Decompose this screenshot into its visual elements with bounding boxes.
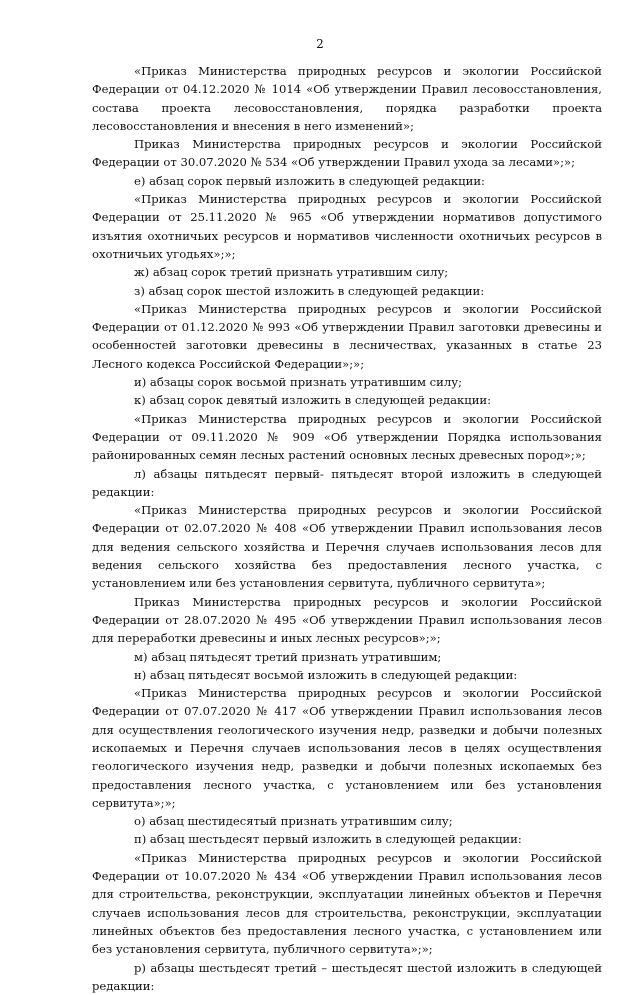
paragraph: «Приказ Министерства природных ресурсов и экологии Российской Федерации от 25.11.2020 № 965 «Об утверждении нормативов допустимого изъятия охотничьих ресурсов и нормативов численности охотничьих ресурсов в охотничьих угодьях»;»; (92, 192, 602, 261)
paragraph: е) абзац сорок первый изложить в следующей редакции: (134, 173, 485, 188)
paragraph: к) абзац сорок девятый изложить в следующей редакции: (134, 393, 492, 408)
paragraph: л) абзацы пятьдесят первый- пятьдесят второй изложить в следующей редакции: (92, 466, 602, 499)
document-body (92, 62, 602, 995)
page-number: 2 (316, 37, 324, 51)
paragraph: р) абзацы шестьдесят третий – шестьдесят шестой изложить в следующей редакции: (92, 960, 602, 993)
paragraph: п) абзац шестьдесят первый изложить в следующей редакции: (134, 832, 522, 847)
paragraph: и) абзацы сорок восьмой признать утратившим силу; (134, 375, 462, 390)
paragraph: «Приказ Министерства природных ресурсов и экологии Российской Федерации от 01.12.2020 № 993 «Об утверждении Правил заготовки древесины и особенностей заготовки древесины в лесничествах, указанных в статье 23 Лесного кодекса Российской Федерации»;»; (92, 301, 602, 371)
paragraph: Приказ Министерства природных ресурсов и экологии Российской Федерации от 30.07.2020 № 534 «Об утверждении Правил ухода за лесами»;»; (92, 137, 602, 170)
paragraph: «Приказ Министерства природных ресурсов и экологии Российской Федерации от 07.07.2020 № 417 «Об утверждении Правил использования лесов для осуществления геологического изучения недр, разведки и добычи полезных ископаемых и Перечня случаев использования лесов в целях осуществления геологического изучения недр, разведки и добычи полезных ископаемых без предоставления лесного участка, с установлением или без установления сервитута»;»; (92, 686, 602, 810)
paragraph: Приказ Министерства природных ресурсов и экологии Российской Федерации от 28.07.2020 № 495 «Об утверждении Правил использования лесов для переработки древесины и иных лесных ресурсов»;»; (92, 594, 602, 646)
paragraph: «Приказ Министерства природных ресурсов и экологии Российской Федерации от 02.07.2020 № 408 «Об утверждении Правил использования лесов для ведения сельского хозяйства и Перечня случаев использования лесов для ведения сельского хозяйства без предоставления лесного участка, с установлением или без установления сервитута, публичного сервитута»; (92, 503, 602, 591)
paragraph: «Приказ Министерства природных ресурсов и экологии Российской Федерации от 09.11.2020 № 909 «Об утверждении Порядка использования районированных семян лесных растений основных лесных древесных пород»;»; (92, 411, 602, 463)
paragraph: н) абзац пятьдесят восьмой изложить в следующей редакции: (134, 667, 518, 682)
paragraph: «Приказ Министерства природных ресурсов и экологии Российской Федерации от 04.12.2020 № 1014 «Об утверждении Правил лесовосстановления, состава проекта лесовосстановления, порядка разработки проекта лесовосстановления и внесения в него изменений»; (92, 64, 602, 133)
paragraph: з) абзац сорок шестой изложить в следующей редакции: (134, 283, 485, 298)
paragraph: о) абзац шестидесятый признать утратившим силу; (134, 814, 453, 829)
paragraph: ж) абзац сорок третий признать утратившим силу; (134, 265, 449, 280)
paragraph: «Приказ Министерства природных ресурсов и экологии Российской Федерации от 10.07.2020 № 434 «Об утверждении Правил использования лесов для строительства, реконструкции, эксплуатации линейных объектов и Перечня случаев использования лесов для строительства, реконструкции, эксплуатации линейных объектов без предоставления лесного участка, с установлением или без установления сервитута, публичного сервитута»;»; (92, 850, 602, 957)
paragraph: м) абзац пятьдесят третий признать утратившим; (134, 649, 442, 664)
